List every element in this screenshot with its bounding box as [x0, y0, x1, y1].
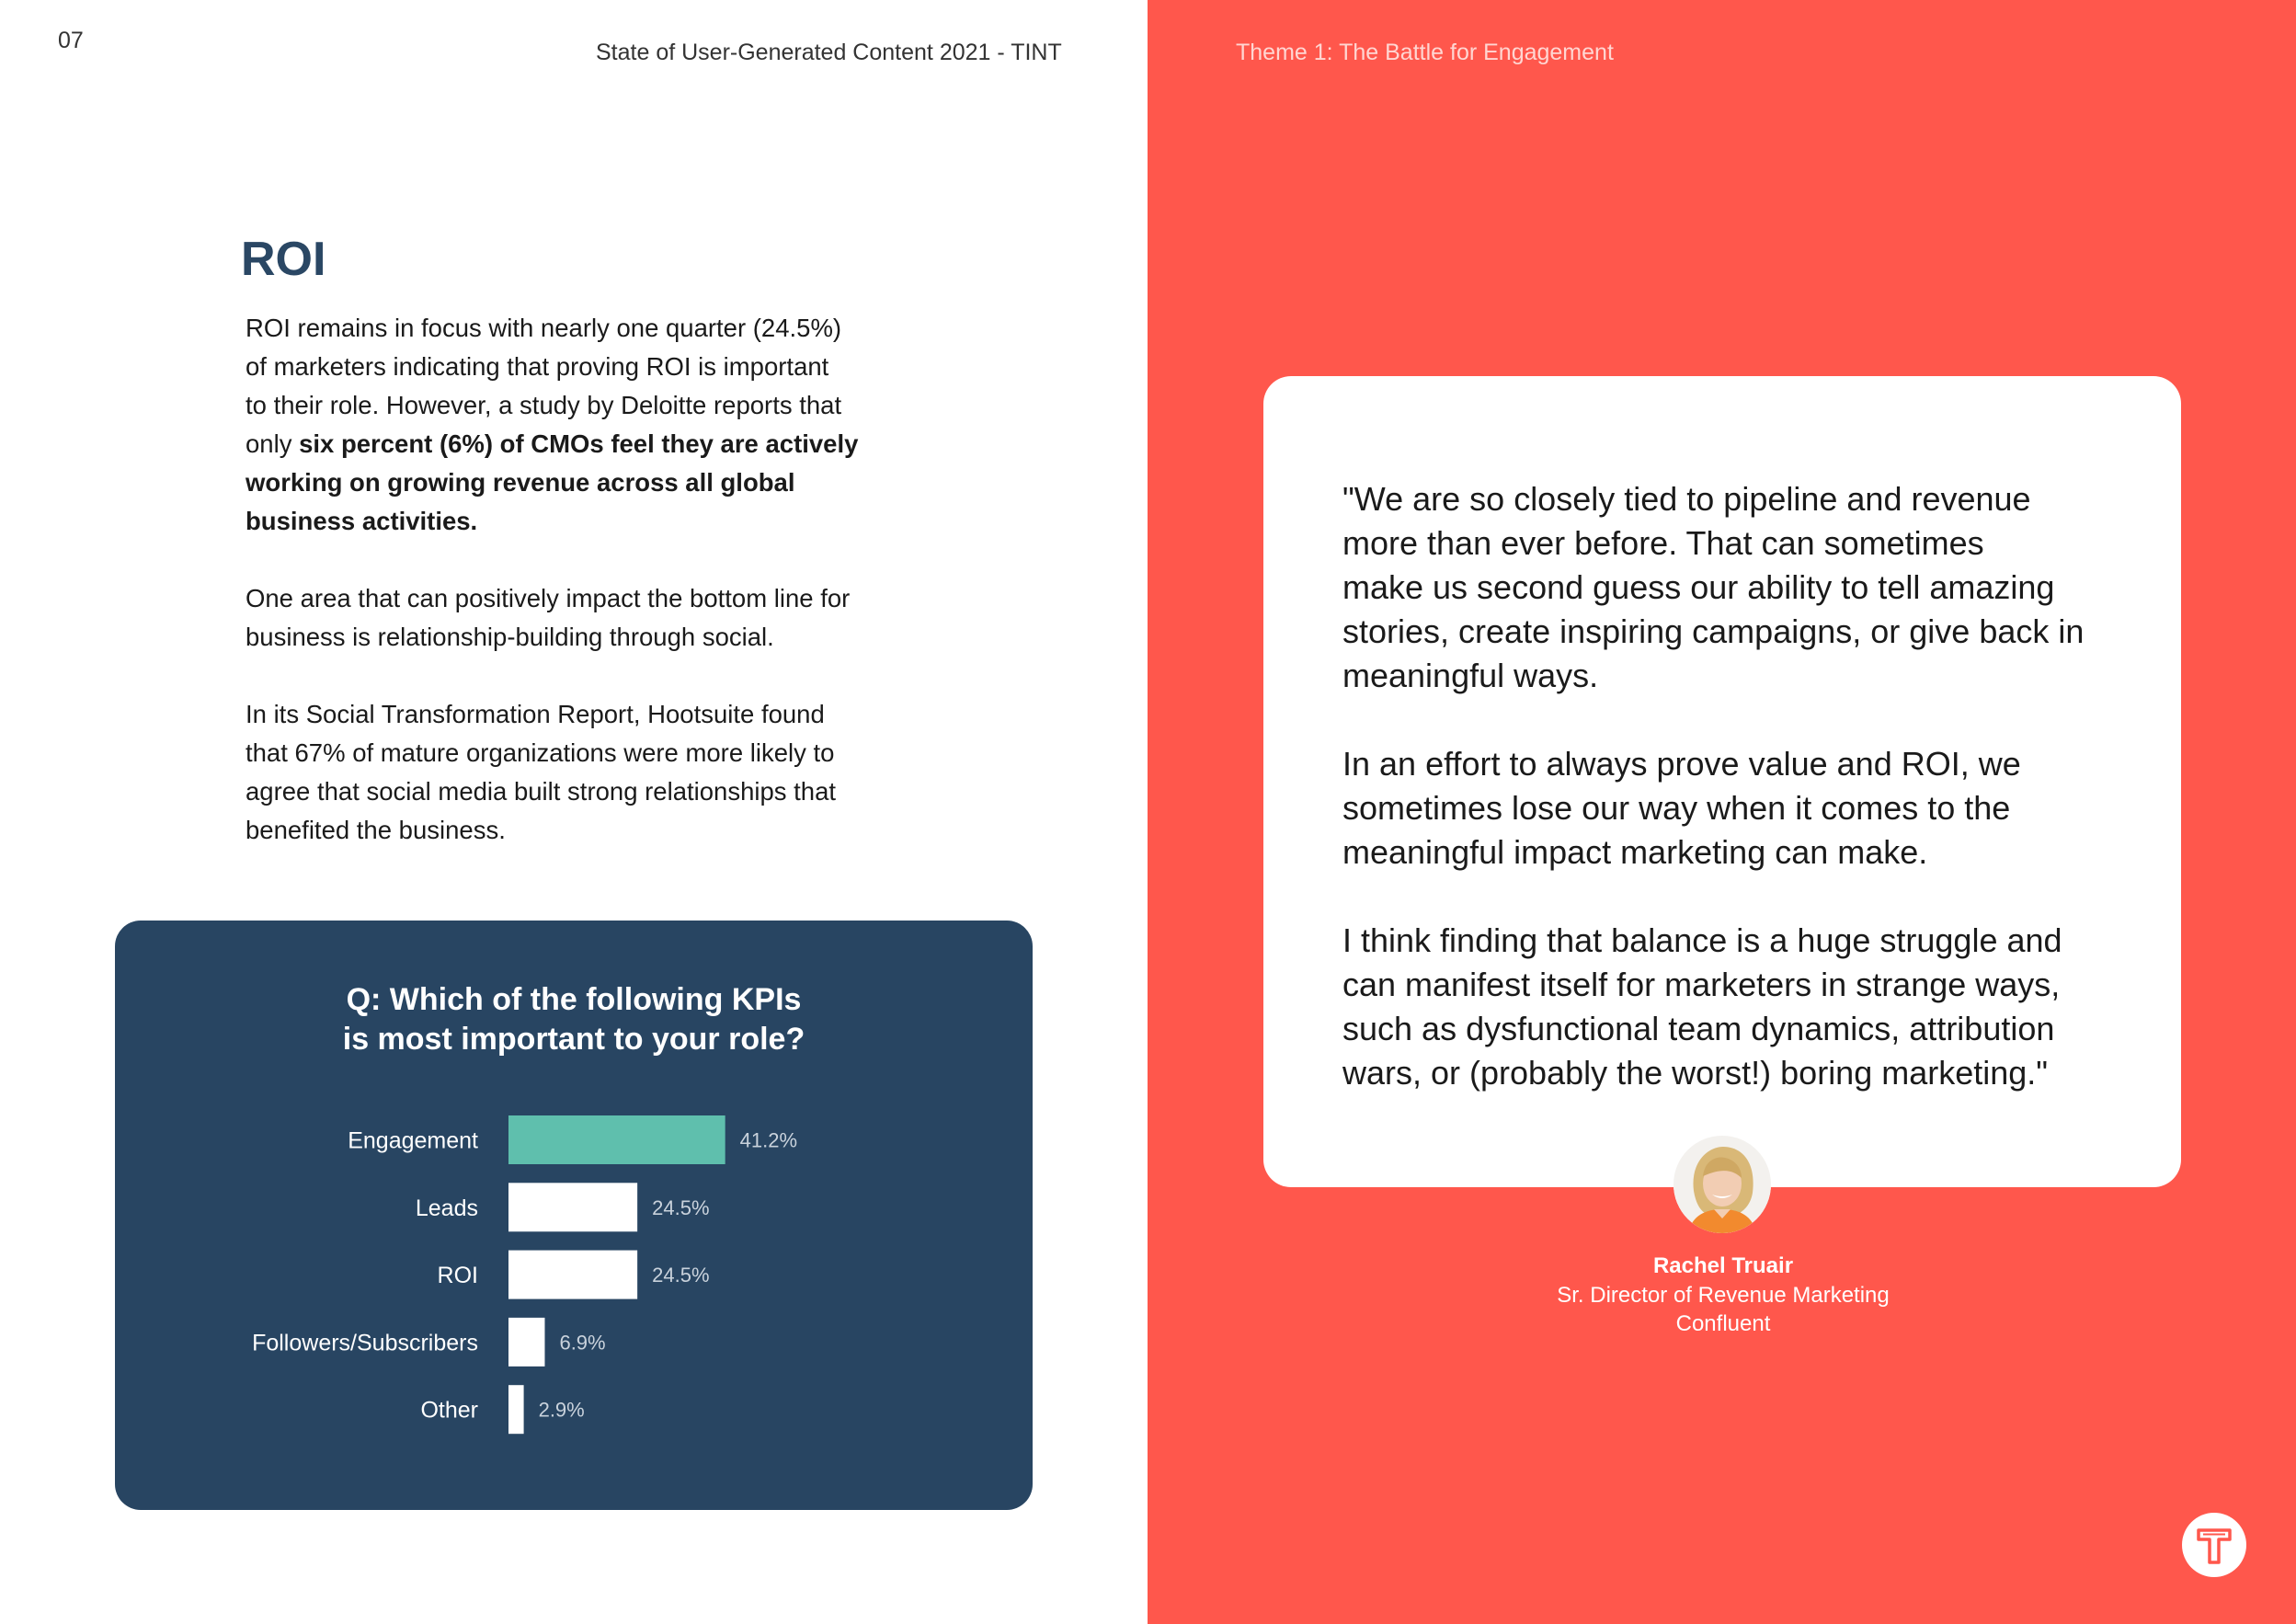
body-paragraph-3 — [246, 695, 926, 850]
theme-title: Theme 1: The Battle for Engagement — [1236, 40, 1614, 65]
report-title: State of User-Generated Content 2021 - TINT — [596, 40, 1062, 65]
section-title: ROI — [241, 233, 326, 286]
quote3-line-4: wars, or (probably the worst!) boring marketing." — [1342, 1054, 2049, 1092]
para1-line-3: to their role. However, a study by Deloitte reports that — [246, 391, 842, 419]
bar — [508, 1318, 544, 1367]
value-label: 6.9% — [559, 1331, 606, 1355]
bar — [508, 1251, 637, 1299]
para1-bold-line-1: six percent (6%) of CMOs feel they are actively — [299, 429, 859, 458]
category-label: Followers/Subscribers — [252, 1330, 478, 1356]
value-label: 24.5% — [652, 1195, 710, 1219]
tint-logo-icon — [2182, 1513, 2246, 1577]
bar — [508, 1385, 524, 1434]
category-label: Other — [420, 1397, 478, 1424]
value-label: 41.2% — [739, 1128, 798, 1152]
para2-line-2: business is relationship-building through social. — [246, 623, 774, 651]
quote1-line-5: meaningful ways. — [1342, 657, 1599, 694]
quote2-line-1: In an effort to always prove value and ROI, we — [1342, 745, 2021, 783]
quote1-line-1: "We are so closely tied to pipeline and revenue — [1342, 480, 2031, 518]
kpi-bar-chart — [115, 921, 1033, 1510]
para3-line-4: benefited the business. — [246, 816, 506, 844]
quote3-line-1: I think finding that balance is a huge struggle and — [1342, 921, 2062, 959]
person-photo-icon — [1673, 1136, 1771, 1233]
category-label: Leads — [415, 1195, 478, 1221]
quote3-line-2: can manifest itself for marketers in strange ways, — [1342, 966, 2061, 1003]
para3-line-3: agree that social media built strong relationships that — [246, 777, 837, 806]
author-company: Confluent — [1675, 1311, 1771, 1336]
quote1-line-3: make us second guess our ability to tell amazing — [1342, 568, 2055, 606]
quote-card — [1263, 376, 2181, 1187]
bar — [508, 1183, 637, 1231]
kpi-chart-card — [115, 921, 1033, 1510]
category-label: ROI — [437, 1263, 478, 1289]
para1-prefix: only — [246, 429, 300, 458]
para2-line-1: One area that can positively impact the bottom line for — [246, 584, 851, 612]
author-role: Sr. Director of Revenue Marketing — [1557, 1283, 1890, 1308]
body-paragraph-2 — [246, 579, 926, 657]
quote1-line-2: more than ever before. That can sometimes — [1342, 524, 1984, 562]
chart-title-line-2: is most important to your role? — [342, 1022, 805, 1057]
chart-title-line-1: Q: Which of the following KPIs — [346, 982, 802, 1017]
value-label: 2.9% — [538, 1398, 585, 1422]
quote-paragraph-2 — [1342, 742, 2133, 875]
para1-bold-line-2: working on growing revenue across all global — [246, 468, 795, 497]
quote2-line-3: meaningful impact marketing can make. — [1342, 833, 1928, 871]
body-paragraph-1 — [246, 309, 926, 541]
para3-line-2: that 67% of mature organizations were more likely to — [246, 738, 835, 767]
quote-paragraph-3 — [1342, 919, 2133, 1095]
quote3-line-3: such as dysfunctional team dynamics, attribution — [1342, 1010, 2055, 1047]
para3-line-1: In its Social Transformation Report, Hootsuite found — [246, 700, 825, 728]
para1-bold-line-3: business activities. — [246, 507, 478, 535]
quote1-line-4: stories, create inspiring campaigns, or give back in — [1342, 612, 2085, 650]
quote2-line-2: sometimes lose our way when it comes to the — [1342, 789, 2011, 827]
value-label: 24.5% — [652, 1264, 710, 1287]
category-label: Engagement — [348, 1127, 478, 1154]
author-name: Rachel Truair — [1652, 1253, 1794, 1278]
page-number: 07 — [58, 28, 84, 53]
author-avatar — [1673, 1136, 1771, 1233]
quote-paragraph-1 — [1342, 477, 2133, 698]
para1-line-1: ROI remains in focus with nearly one quarter (24.5%) — [246, 314, 842, 342]
para1-line-2: of marketers indicating that proving ROI is important — [246, 352, 829, 381]
bar — [508, 1115, 725, 1164]
